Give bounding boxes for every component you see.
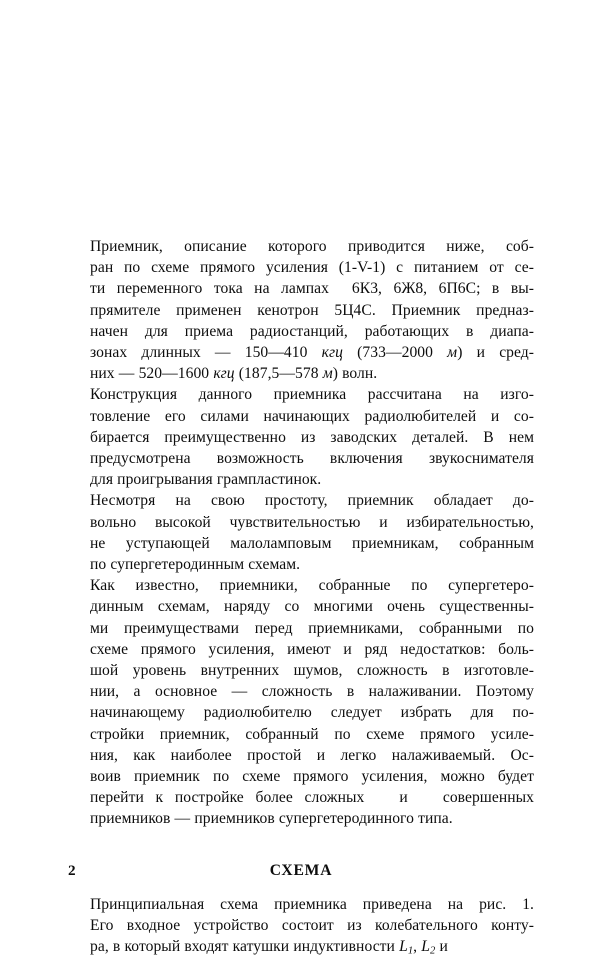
text-line: вольно высокой чувствительностью и избирательностью,	[90, 513, 534, 531]
section-heading: СХЕМА	[269, 861, 333, 879]
text-column	[68, 236, 534, 958]
text-line: ран по схеме прямого усиления (1-V-1) с питанием от се-	[90, 259, 534, 277]
text-line: бирается преимущественно из заводских деталей. В нем	[90, 428, 534, 446]
text-line: зонах длинных — 150—410 кгц (733—2000 м) и сред-	[90, 344, 534, 362]
text-line: начен для приема радиостанций, работающих в диапа-	[90, 322, 534, 340]
variable-l2: $L_2$	[421, 938, 436, 957]
paragraph	[68, 894, 534, 958]
text-line: Конструкция данного приемника рассчитана на изго-	[90, 386, 534, 404]
text-line: товление его силами начинающих радиолюбителей и со-	[90, 407, 534, 425]
text-line: не уступающей малоламповым приемникам, собранным	[90, 534, 534, 552]
page-number: 2	[68, 862, 76, 879]
text-line: Его входное устройство состоит из колебательного конту-	[90, 917, 534, 935]
text-line: шой уровень внутренних шумов, сложность в изготовле-	[90, 662, 534, 680]
unit-m: м	[322, 365, 333, 383]
text-line: Как известно, приемники, собранные по супергетеро-	[90, 577, 534, 595]
text-line: стройки приемник, собранный по схеме прямого усиле-	[90, 725, 534, 743]
unit-khz: кгц	[321, 344, 343, 362]
text-line: прямителе применен кенотрон 5Ц4С. Приемник предназ-	[90, 301, 534, 319]
paragraph	[68, 575, 534, 829]
spacer	[68, 830, 534, 860]
paragraph	[68, 490, 534, 575]
text-line: Принципиальная схема приемника приведена на рис. 1.	[90, 895, 534, 913]
unit-m: м	[447, 344, 458, 362]
text-line: схеме прямого усиления, имеют и ряд недостатков: боль-	[90, 640, 534, 658]
unit-khz: кгц	[213, 365, 235, 383]
text-line: по супергетеродинным схемам.	[90, 556, 301, 574]
text-line: начинающему радиолюбителю следует избрать для по-	[90, 704, 534, 722]
subscript-2: 2	[430, 945, 436, 957]
text-line: ра, в который входят катушки индуктивности $L_1$, $L_2$ и	[90, 938, 448, 957]
paragraph	[68, 384, 534, 490]
paragraph	[68, 236, 534, 384]
text-line: Приемник, описание которого приводится ниже, соб-	[90, 238, 534, 255]
text-line: ния, как наиболее простой и легко налаживаемый. Ос-	[90, 746, 534, 764]
subscript-1: 1	[407, 945, 414, 957]
text-line: нии, а основное — сложность в налаживании. Поэтому	[90, 683, 534, 701]
text-line: предусмотрена возможность включения звукоснимателя	[90, 450, 534, 468]
text-line: для проигрывания грампластинок.	[90, 471, 322, 489]
text-line: них — 520—1600 кгц (187,5—578 м) волн.	[90, 365, 378, 383]
text-line: динным схемам, наряду со многими очень существенны-	[90, 598, 534, 616]
variable-l1: $L_1$	[399, 938, 414, 957]
text-line: приемников — приемников супергетеродинного типа.	[90, 810, 453, 828]
text-line: Несмотря на свою простоту, приемник обладает до-	[90, 492, 534, 510]
text-line: ми преимуществами перед приемниками, собранными по	[90, 619, 534, 637]
text-line: ти переменного тока на лампах 6К3, 6Ж8, 6П6С; в вы-	[90, 280, 534, 298]
text-line: перейти к постройке более сложных и совершенных	[90, 789, 534, 807]
text-line: воив приемник по схеме прямого усиления, можно будет	[90, 768, 534, 786]
spacer	[68, 881, 534, 894]
